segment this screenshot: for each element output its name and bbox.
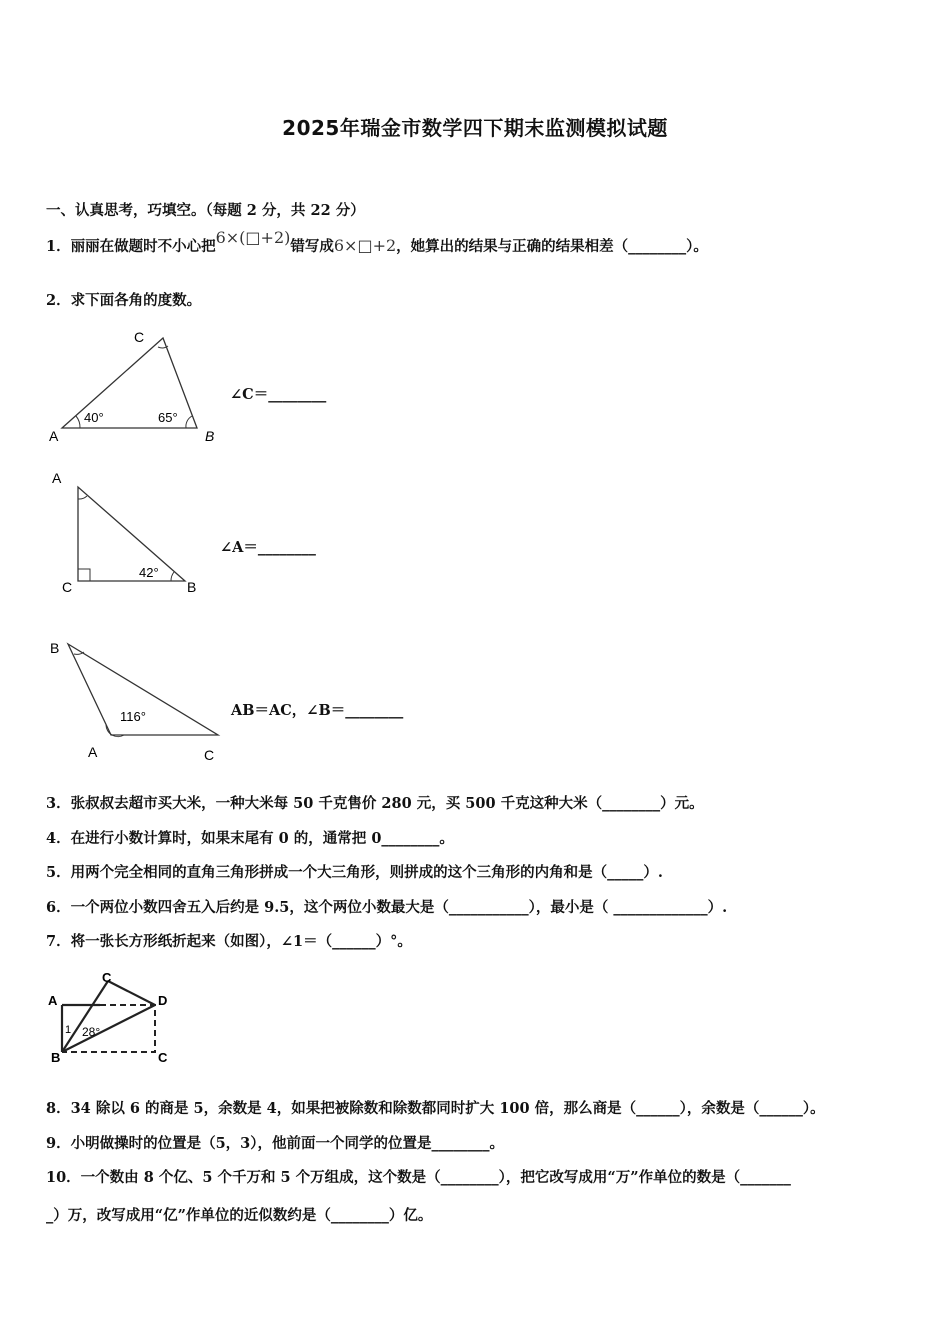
vertex-b-label: B bbox=[205, 428, 215, 444]
question-8: 8．34 除以 6 的商是 5，余数是 4，如果把被除数和除数都同时扩大 100 倍，那么商是（______），余数是（______）。 bbox=[46, 1100, 825, 1117]
folded-rectangle-figure bbox=[40, 965, 190, 1067]
angle-28-label: 28° bbox=[82, 1025, 101, 1039]
answer-angle-a: ∠A＝________ bbox=[220, 539, 316, 556]
angle-b-label: 42° bbox=[139, 565, 159, 580]
angle-a-label: 116° bbox=[120, 709, 146, 724]
question-10-line-1: 10．一个数由 8 个亿、5 个千万和 5 个万组成，这个数是（________），把它改写成用“万”作单位的数是（_______ bbox=[46, 1169, 791, 1186]
vertex-a-label: A bbox=[49, 428, 59, 444]
question-5: 5．用两个完全相同的直角三角形拼成一个大三角形，则拼成的这个三角形的内角和是（_____）. bbox=[46, 864, 663, 881]
vertex-b-label: B bbox=[187, 579, 197, 595]
question-10-line-2: _）万，改写成用“亿”作单位的近似数约是（________）亿。 bbox=[46, 1207, 433, 1224]
question-1-tail: ，她算出的结果与正确的结果相差（________）。 bbox=[396, 238, 708, 255]
answer-angle-c: ∠C＝________ bbox=[230, 386, 327, 403]
question-2: 2．求下面各角的度数。 bbox=[46, 292, 202, 309]
question-7: 7．将一张长方形纸折起来（如图），∠1＝（______）°。 bbox=[46, 933, 412, 950]
question-1-mid: 错写成 bbox=[290, 238, 334, 255]
question-3: 3．张叔叔去超市买大米，一种大米每 50 千克售价 280 元，买 500 千克这种大米（________）元。 bbox=[46, 795, 704, 812]
section-heading: 一、认真思考，巧填空。（每题 2 分，共 22 分） bbox=[46, 202, 365, 219]
vertex-a-label: A bbox=[48, 993, 58, 1008]
question-9: 9．小明做操时的位置是（5，3），他前面一个同学的位置是________。 bbox=[46, 1135, 505, 1152]
page-title: 2025年瑞金市数学四下期末监测模拟试题 bbox=[282, 116, 668, 140]
vertex-c-label: C bbox=[204, 747, 215, 763]
question-4: 4．在进行小数计算时，如果末尾有 0 的，通常把 0________。 bbox=[46, 830, 454, 847]
triangle-figure-2 bbox=[40, 465, 220, 600]
expression-correct: 6×(□+2) bbox=[215, 228, 291, 247]
question-1-text: 1．丽丽在做题时不小心把 bbox=[46, 238, 216, 255]
vertex-a-label: A bbox=[52, 470, 62, 486]
vertex-a-label: A bbox=[88, 744, 98, 760]
vertex-c-top-label: C bbox=[102, 970, 112, 985]
vertex-c-bottom-label: C bbox=[158, 1050, 168, 1065]
vertex-b-label: B bbox=[51, 1050, 61, 1065]
angle-b-label: 65° bbox=[158, 410, 178, 425]
question-1 bbox=[46, 228, 708, 257]
vertex-c-label: C bbox=[134, 329, 145, 345]
triangle-figure-3 bbox=[40, 632, 230, 772]
angle-1-label: 1 bbox=[65, 1024, 72, 1036]
question-6: 6．一个两位小数四舍五入后约是 9.5，这个两位小数最大是（___________），最小是（ _____________）. bbox=[46, 899, 728, 916]
expression-wrong: 6×□+2 bbox=[333, 236, 397, 255]
vertex-b-label: B bbox=[50, 640, 60, 656]
vertex-c-label: C bbox=[62, 579, 73, 595]
triangle-figure-1 bbox=[40, 325, 230, 450]
answer-angle-b: AB＝AC，∠B＝________ bbox=[231, 702, 404, 719]
vertex-d-label: D bbox=[158, 993, 168, 1008]
angle-a-label: 40° bbox=[84, 410, 104, 425]
